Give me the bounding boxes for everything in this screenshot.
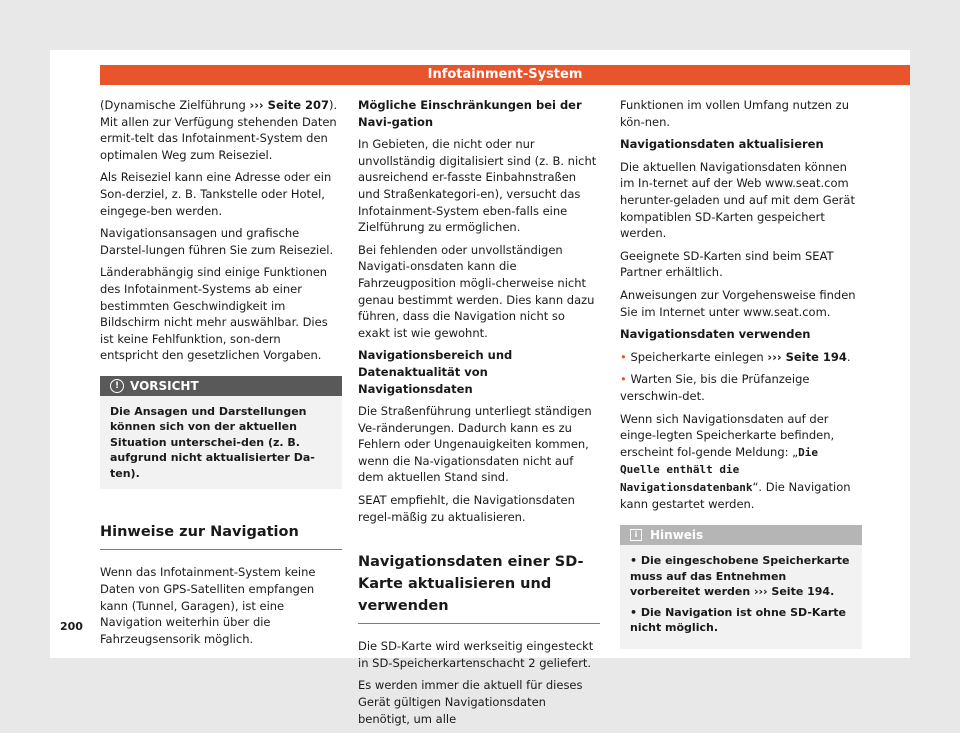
subheading: Mögliche Einschränkungen bei der Navi-gation [358,98,582,129]
bullet-icon: • [620,372,627,387]
paragraph: (Dynamische Zielführung ››› Seite 207). Mit allen zur Verfügung stehenden Daten ermit-telt das Infotainment-System den optimalen Weg zum Reiseziel. [100,98,338,162]
paragraph: Wenn sich Navigationsdaten auf der einge-legten Speicherkarte befinden, erscheint fol-gende Meldung: „Die Quelle enthält die Navigationsdatenbank“. Die Navigation kann gestartet werden. [620,411,851,512]
page-number: 200 [60,620,83,633]
column-right [620,97,862,649]
bullet-icon: • [620,349,627,364]
manual-page [50,50,910,726]
page-reference-link[interactable]: ››› Seite 207 [249,98,330,112]
section-title-navigation-notes: Hinweise zur Navigation [100,521,342,550]
warning-circle-icon: ! [110,379,124,393]
paragraph: Bei fehlenden oder unvollständigen Navigati-onsdaten kann die Fahrzeugposition mögli-cherweise nicht genau bestimmt werden. Dies kann dazu führen, dass die Navigation nicht so exakt ist wie gewohnt. [358,242,595,340]
paragraph: Funktionen im vollen Umfang nutzen zu kön-nen. [620,98,850,129]
paragraph: Wenn das Infotainment-System keine Daten von GPS-Satelliten empfangen kann (Tunnel, Garagen), ist eine Navigation weiterhin über die Fahrzeugsensorik möglich. [100,565,316,646]
column-middle [358,97,600,733]
list-item: • Die Navigation ist ohne SD-Karte nicht möglich. [630,605,847,635]
paragraph: Navigationsansagen und grafische Darstel-lungen führen Sie zum Reiseziel. [100,226,334,257]
paragraph: Es werden immer die aktuell für dieses Gerät gültigen Navigationsdaten benötigt, um alle [358,678,583,726]
bullet-icon: • [630,605,638,619]
note-header [620,525,862,545]
paragraph: SEAT empfiehlt, die Navigationsdaten regel-mäßig zu aktualisieren. [358,493,575,524]
caution-title: VORSICHT [130,378,199,393]
subheading: Navigationsdaten aktualisieren [620,137,824,152]
subheading: Navigationsbereich und Datenaktualität von Navigationsdaten [358,348,513,396]
paragraph: Geeignete SD-Karten sind beim SEAT Partner erhältlich. [620,248,834,280]
paragraph: Die Straßenführung unterliegt ständigen Ve-ränderungen. Dadurch kann es zu Fehlern oder Ungenauigkeiten kommen, wenn die Na-vigationsdaten nicht auf dem aktuellen Stand sind. [358,404,592,485]
list-item: • Warten Sie, bis die Prüfanzeige verschwin-det. [620,372,810,403]
paragraph: Anweisungen zur Vorgehensweise finden Sie im Internet unter www.seat.com. [620,287,856,319]
display-message: Die Quelle enthält die Navigationsdatenbank [620,445,818,494]
paragraph: Als Reiseziel kann eine Adresse oder ein Son-derziel, z. B. Tankstelle oder Hotel, eingege-ben werden. [100,170,332,218]
bullet-icon: • [630,554,638,568]
list-item: • Die eingeschobene Speicherkarte muss auf das Entnehmen vorbereitet werden ››› Seite 194. [630,554,850,599]
paragraph: Länderabhängig sind einige Funktionen des Infotainment-Systems ab einer bestimmten Geschwindigkeit im Bildschirm nicht mehr auswählbar. Dies ist keine Fehlfunktion, son-dern entspricht den gesetzlichen Vorgaben. [100,265,328,363]
note-text [620,545,862,649]
caution-box [100,376,342,490]
note-box [620,525,862,649]
section-title-sd-card: Navigationsdaten einer SD-Karte aktualisieren und verwenden [358,551,600,624]
caution-text: Die Ansagen und Darstellungen können sich von der aktuellen Situation unterschei-den (z. B. aufgrund nicht aktualisierter Da-ten). [110,404,315,480]
info-icon: i [630,529,642,541]
paragraph: Die SD-Karte wird werkseitig eingesteckt in SD-Speicherkartenschacht 2 geliefert. [358,639,594,670]
chapter-header: Infotainment-System [100,65,910,85]
list-item: • Speicherkarte einlegen ››› Seite 194. [620,349,851,364]
paragraph: Die aktuellen Navigationsdaten können im In-ternet auf der Web www.seat.com herunter-geladen und auf mit dem Gerät kompatiblen SD-Karten gespeichert werden. [620,159,855,241]
paragraph: In Gebieten, die nicht oder nur unvollständig digitalisiert sind (z. B. nicht ausreichend er-fasste Einbahnstraßen und Straßenkategori-en), versucht das Infotainment-System eben-falls eine Zielführung zu ermöglichen. [358,137,597,235]
caution-header [100,376,342,396]
note-title: Hinweis [650,528,704,543]
column-left [100,97,342,653]
page-reference-link[interactable]: ››› Seite 194 [767,349,847,364]
subheading: Navigationsdaten verwenden [620,327,811,342]
